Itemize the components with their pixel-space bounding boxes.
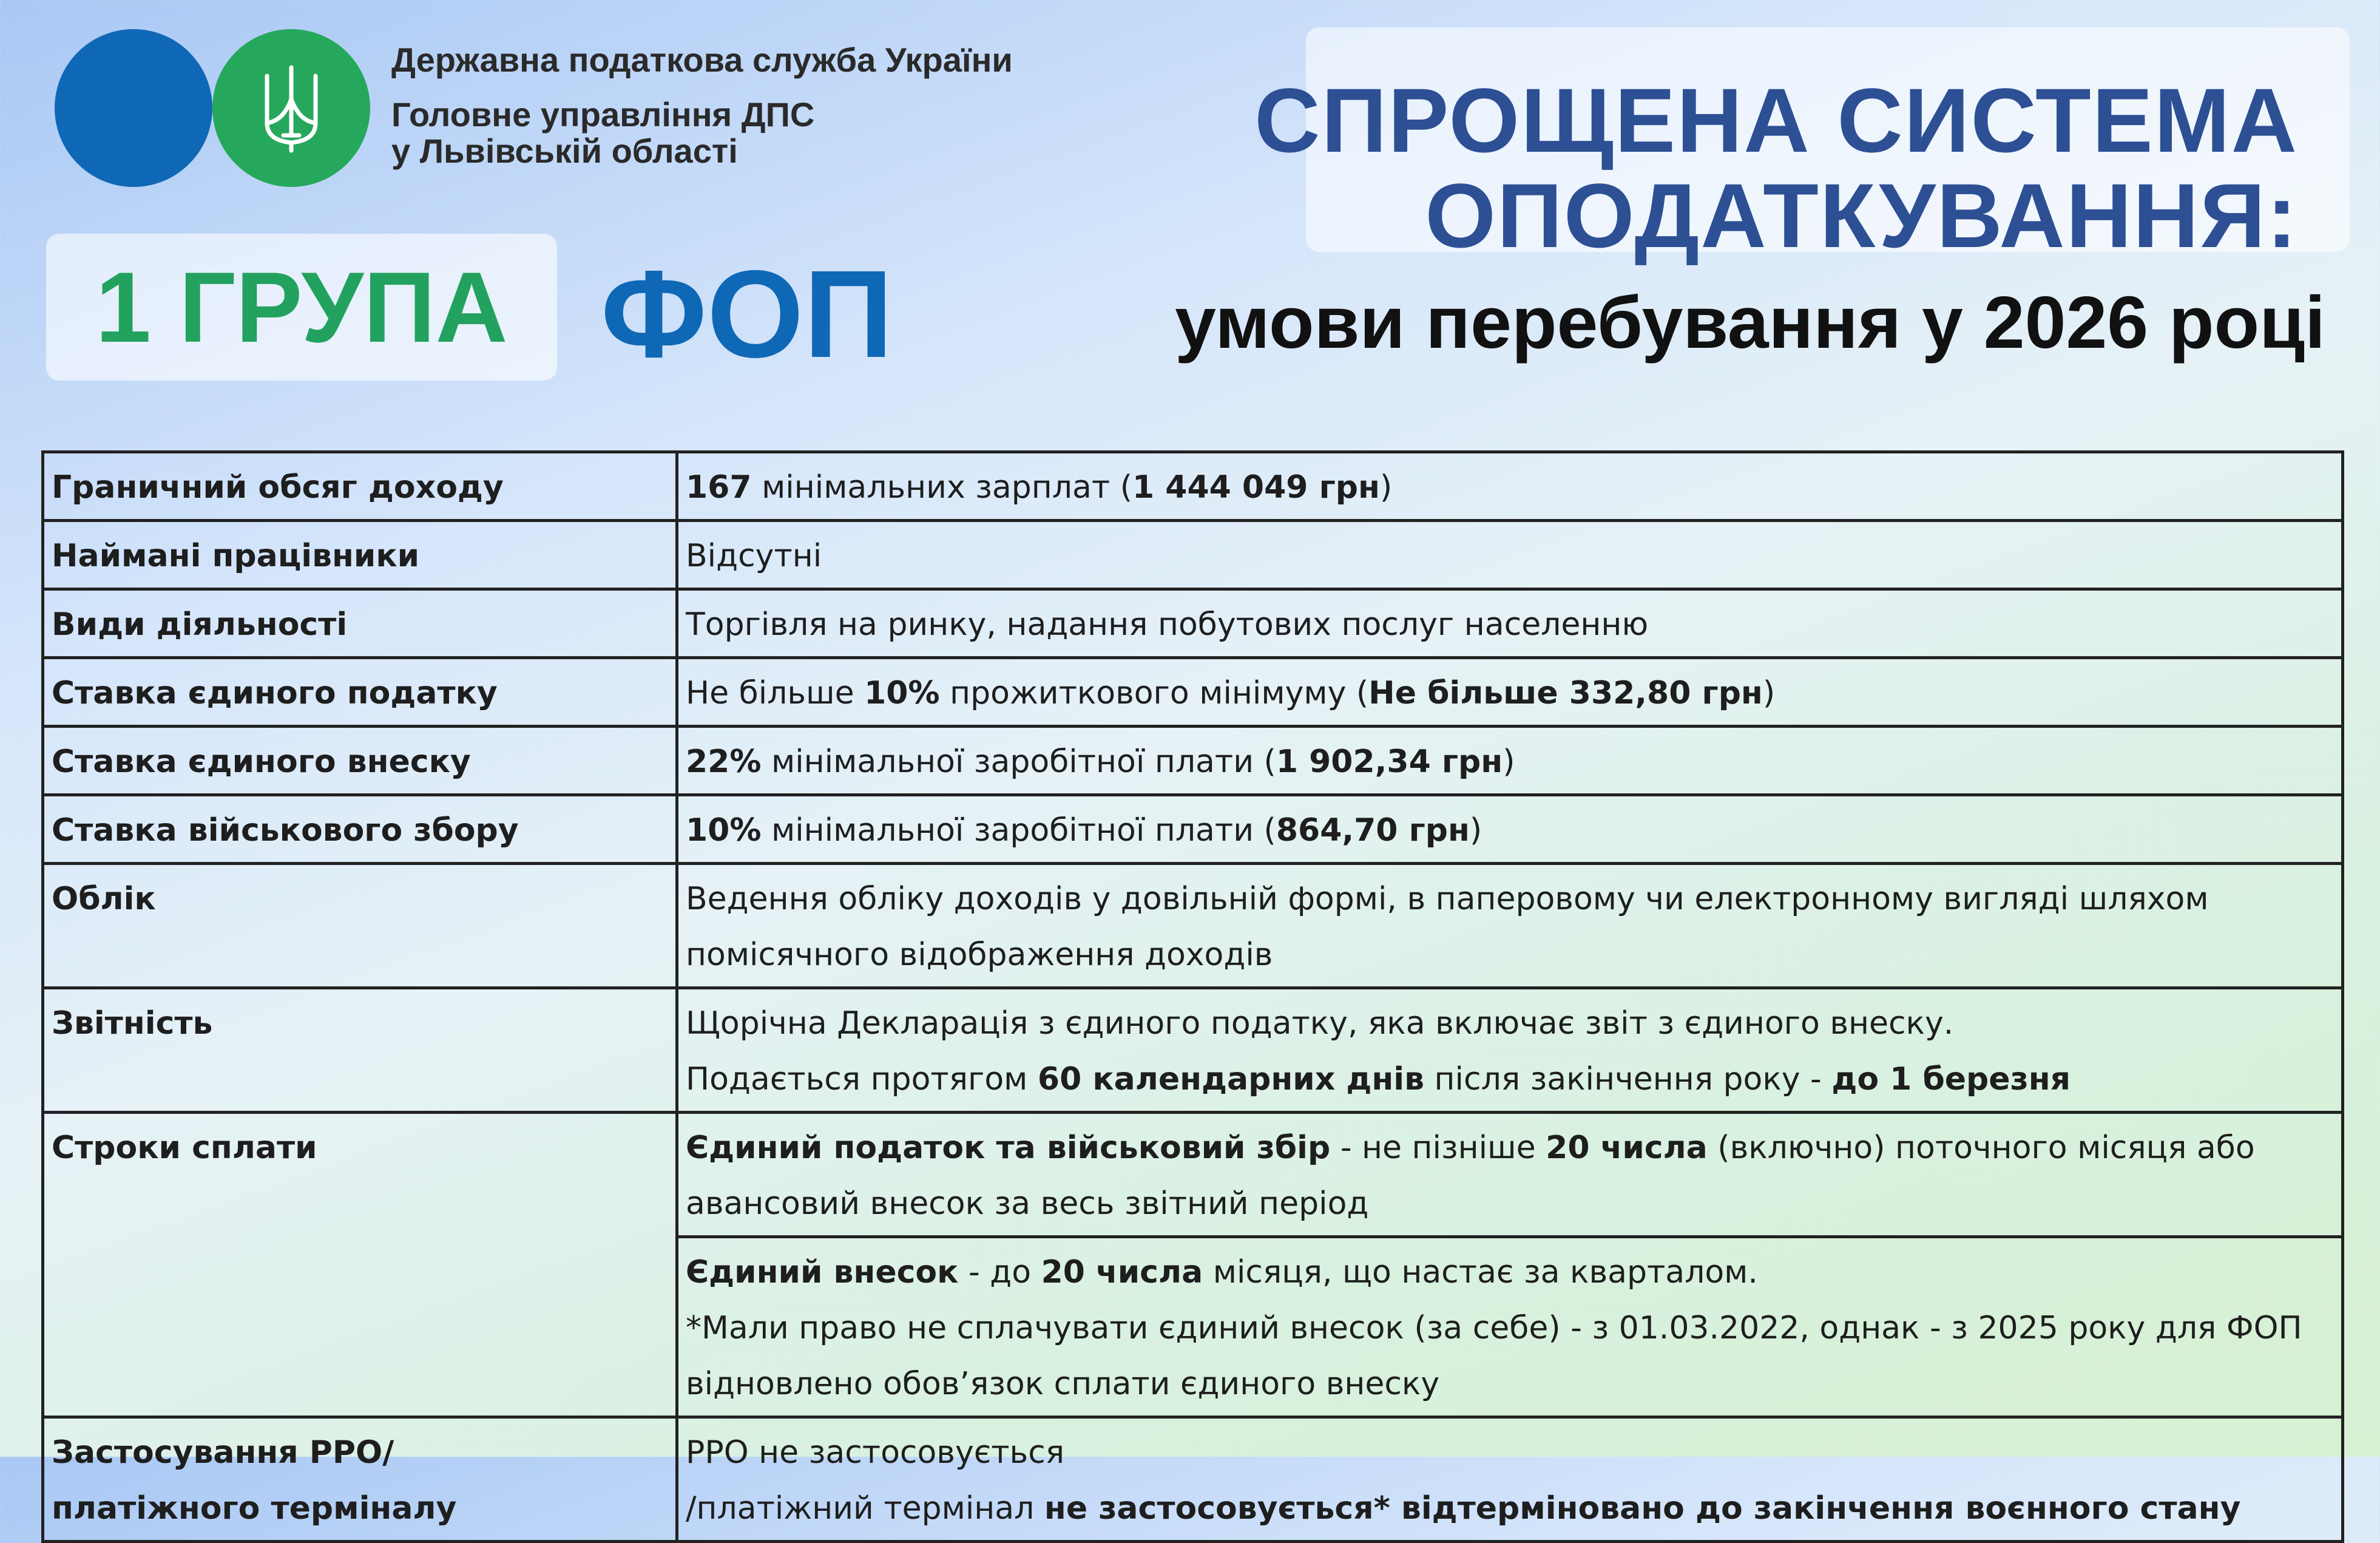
row-value: 22% мінімальної заробітної плати (1 902,34 грн): [677, 727, 2343, 795]
row-value: Торгівля на ринку, надання побутових послуг населенню: [677, 589, 2343, 658]
table-row: [43, 864, 2343, 988]
trident-icon: [258, 63, 325, 154]
row-label: Види діяльності: [43, 589, 677, 658]
row-value: Єдиний внесок - до 20 числа місяця, що настає за кварталом. *Мали право не сплачувати єдиний внесок (за себе) - з 01.03.2022, однак - з 2025 року для ФОП відновлено обов’язок сплати єдиного внеску: [677, 1237, 2343, 1417]
row-value: Щорічна Декларація з єдиного податку, яка включає звіт з єдиного внеску. Подається протягом 60 календарних днів після закінчення року - до 1 березня: [677, 988, 2343, 1113]
table-row: [43, 1417, 2343, 1542]
title-line-1: СПРОЩЕНА СИСТЕМА: [1254, 69, 2298, 171]
fop-label: ФОП: [601, 245, 893, 384]
table-row: [43, 521, 2343, 589]
group-label: 1 ГРУПА: [95, 251, 508, 363]
table-row: [43, 988, 2343, 1113]
department-line-1: Головне управління ДПС: [391, 95, 815, 134]
row-value: 167 мінімальних зарплат (1 444 049 грн): [677, 452, 2343, 521]
row-value: Відсутні: [677, 521, 2343, 589]
title-panel: [1254, 27, 2350, 266]
department-line-2: у Львівській області: [391, 132, 738, 170]
table-row: [43, 727, 2343, 795]
row-label: Звітність: [43, 988, 677, 1113]
table-row: [43, 658, 2343, 727]
org-name: Державна податкова служба України: [391, 41, 1013, 79]
conditions-table: [41, 450, 2344, 1543]
row-label: Ставка єдиного податку: [43, 658, 677, 727]
row-label: Граничний обсяг доходу: [43, 452, 677, 521]
row-value: РРО не застосовується /платіжний термінал не застосовується* відтерміновано до закінчення воєнного стану: [677, 1417, 2343, 1542]
table-row: [43, 589, 2343, 658]
brand-circle-green: [212, 29, 370, 187]
row-value: Не більше 10% прожиткового мінімуму (Не більше 332,80 грн): [677, 658, 2343, 727]
row-label: Строки сплати: [43, 1113, 677, 1417]
title-line-2: ОПОДАТКУВАННЯ:: [1425, 164, 2298, 266]
table-row: [43, 452, 2343, 521]
brand-circle-blue: [55, 29, 212, 187]
row-value: 10% мінімальної заробітної плати (864,70 грн): [677, 795, 2343, 864]
row-value: Ведення обліку доходів у довільній формі, в паперовому чи електронному вигляді шляхом помісячного відображення доходів: [677, 864, 2343, 988]
row-label: Застосування РРО/ платіжного терміналу: [43, 1417, 677, 1542]
row-label: Облік: [43, 864, 677, 988]
row-label: Наймані працівники: [43, 521, 677, 589]
page-subtitle: умови перебування у 2026 році: [1175, 281, 2325, 364]
group-badge: [46, 234, 557, 381]
table-row: [43, 795, 2343, 864]
row-label: Ставка єдиного внеску: [43, 727, 677, 795]
table-row: [43, 1113, 2343, 1237]
row-label: Ставка військового збору: [43, 795, 677, 864]
row-value: Єдиний податок та військовий збір - не пізніше 20 числа (включно) поточного місяця або авансовий внесок за весь звітний період: [677, 1113, 2343, 1237]
